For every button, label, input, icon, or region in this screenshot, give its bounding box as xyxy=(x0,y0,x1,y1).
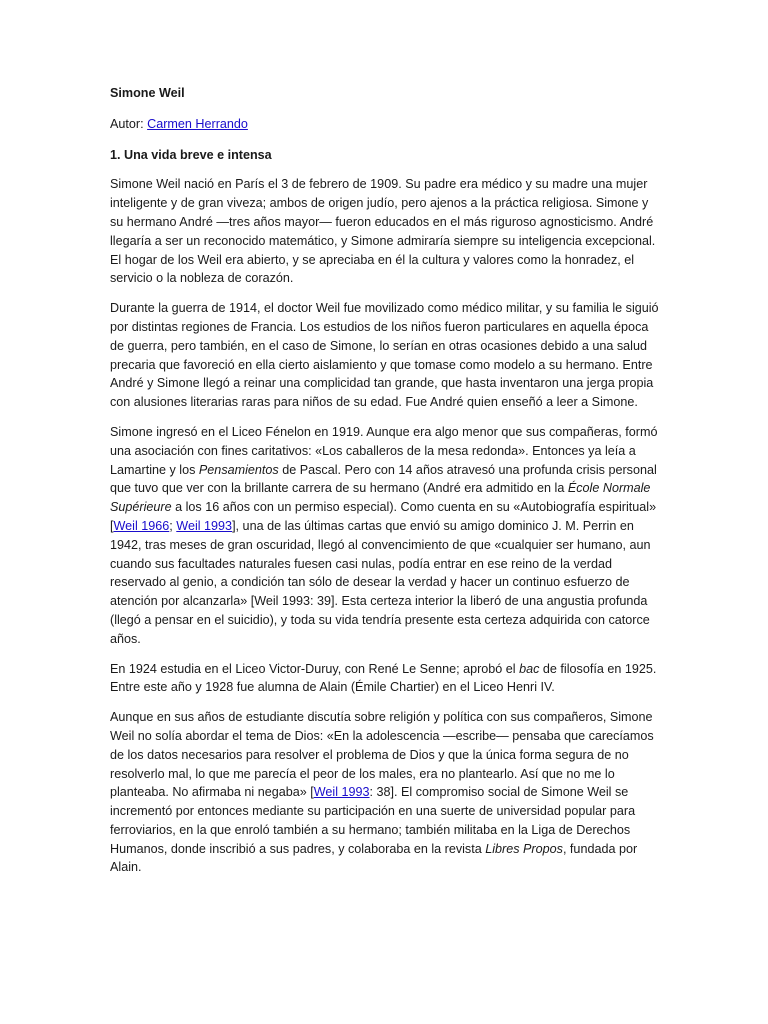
paragraph-4 xyxy=(110,660,662,698)
paragraph-4-italic-bac: bac xyxy=(519,661,540,676)
paragraph-4-text-c: de filosofía en 1925. Entre este año y 1928 fue alumna de Alain (Émile Chartier) en el Liceo Henri IV. xyxy=(110,661,657,695)
author-label: Autor: xyxy=(110,116,148,131)
paragraph-5-text-a: Aunque en sus años de estudiante discutía sobre religión y política con sus compañeros, Simone Weil no solía abordar el tema de Dios: «En la adolescencia —escribe— pensaba que carecíamos de los datos necesarios para resolver el problema de Dios y que la única forma segura de no resolverlo mal, lo que me parecía el peor de los males, era no plantearlo. Así que no me lo planteaba. No afirmaba ni negaba» [ xyxy=(110,710,654,800)
reference-link-weil-1966[interactable]: Weil 1966 xyxy=(113,518,170,533)
document-title: Simone Weil xyxy=(110,86,185,100)
paragraph-3-text-a: Simone ingresó en el Liceo Fénelon en 1919. Aunque era algo menor que sus compañeras, formó una asociación con fines caritativos: «Los caballeros de la mesa redonda». Entonces ya leía a Lamartine y los xyxy=(110,424,658,477)
paragraph-3 xyxy=(110,423,662,649)
section-heading: 1. Una vida breve e intensa xyxy=(110,147,272,162)
paragraph-4-text-a: En 1924 estudia en el Liceo Victor-Duruy, con René Le Senne; aprobó el xyxy=(110,661,520,676)
reference-link-weil-1993[interactable]: Weil 1993 xyxy=(176,518,233,533)
document-page xyxy=(110,84,662,888)
paragraph-5-text-b: : 38]. El compromiso social de Simone Weil se incrementó por entonces mediante su participación en una suerte de universidad popular para ferroviarios, en la que enroló también a su hermano; también militaba en la Liga de Derechos Humanos, donde inscribió a sus padres, y colaboraba en la revista xyxy=(110,785,636,856)
paragraph-5-text-d: , fundada por Alain. xyxy=(110,841,638,875)
paragraph-1: Simone Weil nació en París el 3 de febrero de 1909. Su padre era médico y su madre una mujer inteligente y de gran viveza; ambos de origen judío, pero ajenos a la práctica religiosa. Simone y su hermano André —tres años mayor— fueron educados en el más riguroso agnosticismo. André llegaría a ser un reconocido matemático, y Simone admiraría siempre su inteligencia excepcional. El hogar de los Weil era abierto, y se apreciaba en él la cultura y valores como la honradez, el servicio o la nobleza de corazón. xyxy=(110,177,656,286)
author-link[interactable]: Carmen Herrando xyxy=(147,116,248,131)
author-line xyxy=(110,115,662,134)
paragraph-5 xyxy=(110,708,662,877)
paragraph-5-italic-libres-propos: Libres Propos xyxy=(485,841,563,856)
reference-link-weil-1993-b[interactable]: Weil 1993 xyxy=(313,785,370,800)
paragraph-3-text-f: ; xyxy=(169,518,177,533)
paragraph-3-italic-pensamientos: Pensamientos xyxy=(198,462,279,477)
paragraph-2: Durante la guerra de 1914, el doctor Weil fue movilizado como médico militar, y su familia le siguió por distintas regiones de Francia. Los estudios de los niños fueron particulares en aquella época de guerra, pero también, en el caso de Simone, lo serían en otras ocasiones debido a una salud precaria que favoreció en ella cierto aislamiento y que tomase como modelo a su hermano. Entre André y Simone llegó a reinar una complicidad tan grande, que hasta inventaron una jerga propia con alusiones literarias raras para niños de su edad. Fue André quien enseñó a leer a Simone. xyxy=(110,301,659,410)
paragraph-3-italic-ecole: École Normale Supérieure xyxy=(110,481,651,515)
paragraph-3-text-g: ], una de las últimas cartas que envió su amigo dominico J. M. Perrin en 1942, tras meses de gran oscuridad, llegó al convencimiento de que «cualquier ser humano, aun cuando sus facultades naturales fuesen casi nulas, podía entrar en ese reino de la verdad reservado al genio, a condición tan sólo de desear la verdad y hacer un continuo esfuerzo de atención por alcanzarla» [Weil 1993: 39]. Esta certeza interior la liberó de una angustia profunda (llegó a pensar en el suicidio), y toda su vida tendría presente esta certeza adquirida con catorce años. xyxy=(110,518,651,646)
paragraph-3-text-e: a los 16 años con un permiso especial). Como cuenta en su «Autobiografía espiritual» [ xyxy=(110,500,657,533)
paragraph-3-text-c: de Pascal. Pero con 14 años atravesó una profunda crisis personal que tuvo que ver con la brillante carrera de su hermano (André era admitido en la xyxy=(110,462,657,496)
